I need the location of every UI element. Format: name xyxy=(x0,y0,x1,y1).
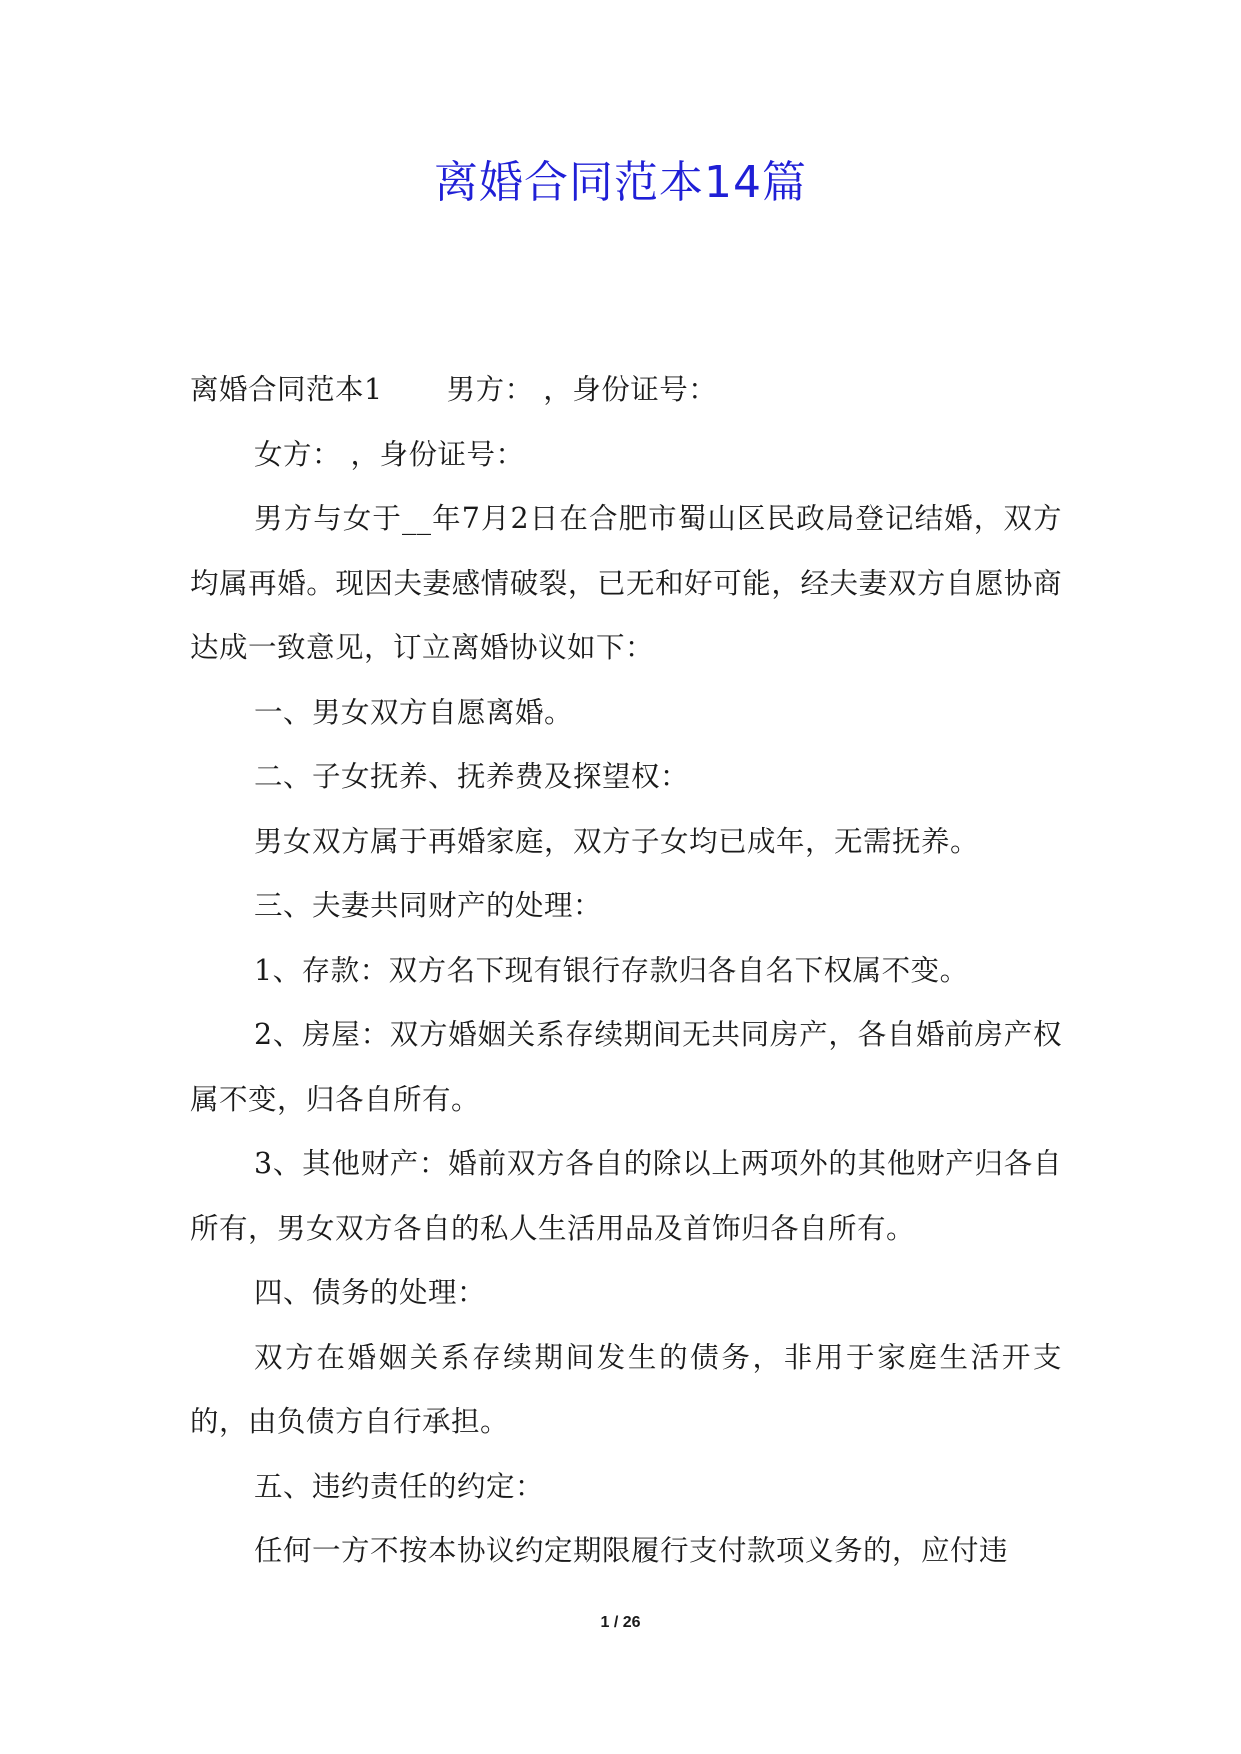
document-body xyxy=(190,358,1062,1584)
page-number: 1 / 26 xyxy=(600,1614,641,1631)
clause-3-heading: 三、夫妻共同财产的处理： xyxy=(254,889,603,922)
clause-4-body: 双方在婚姻关系存续期间发生的债务，非用于家庭生活开支的，由负债方自行承担。 xyxy=(190,1340,1062,1438)
paragraph-female-party: 女方： ，身份证号： xyxy=(254,437,525,471)
clause-5-body: 任何一方不按本协议约定期限履行支付款项义务的，应付违 xyxy=(254,1534,1009,1567)
clause-5-heading: 五、违约责任的约定： xyxy=(254,1469,545,1503)
paragraph-parties-male xyxy=(190,358,1062,423)
clause-3-item-3: 3、其他财产：婚前双方各自的除以上两项外的其他财产归各自所有，男女双方各自的私人生活用品及首饰归各自所有。 xyxy=(190,1147,1062,1245)
male-party-line: 男方： ，身份证号： xyxy=(446,373,718,406)
clause-2-body: 男女双方属于再婚家庭，双方子女均已成年，无需抚养。 xyxy=(254,824,980,858)
clause-2-heading: 二、子女抚养、抚养费及探望权： xyxy=(254,760,690,793)
clause-3-item-1: 1、存款：双方名下现有银行存款归各自名下权属不变。 xyxy=(254,953,969,987)
clause-4-heading: 四、债务的处理： xyxy=(254,1276,487,1309)
clause-1-heading: 一、男女双方自愿离婚。 xyxy=(254,695,574,729)
section-heading: 离婚合同范本1 xyxy=(190,373,383,406)
clause-3-item-2: 2、房屋：双方婚姻关系存续期间无共同房产，各自婚前房产权属不变，归各自所有。 xyxy=(190,1018,1062,1116)
page-title: 离婚合同范本14篇 xyxy=(434,157,807,208)
paragraph-marriage-facts: 男方与女于__年7月2日在合肥市蜀山区民政局登记结婚，双方均属再婚。现因夫妻感情破裂，已无和好可能，经夫妻双方自愿协商达成一致意见，订立离婚协议如下： xyxy=(190,502,1062,664)
